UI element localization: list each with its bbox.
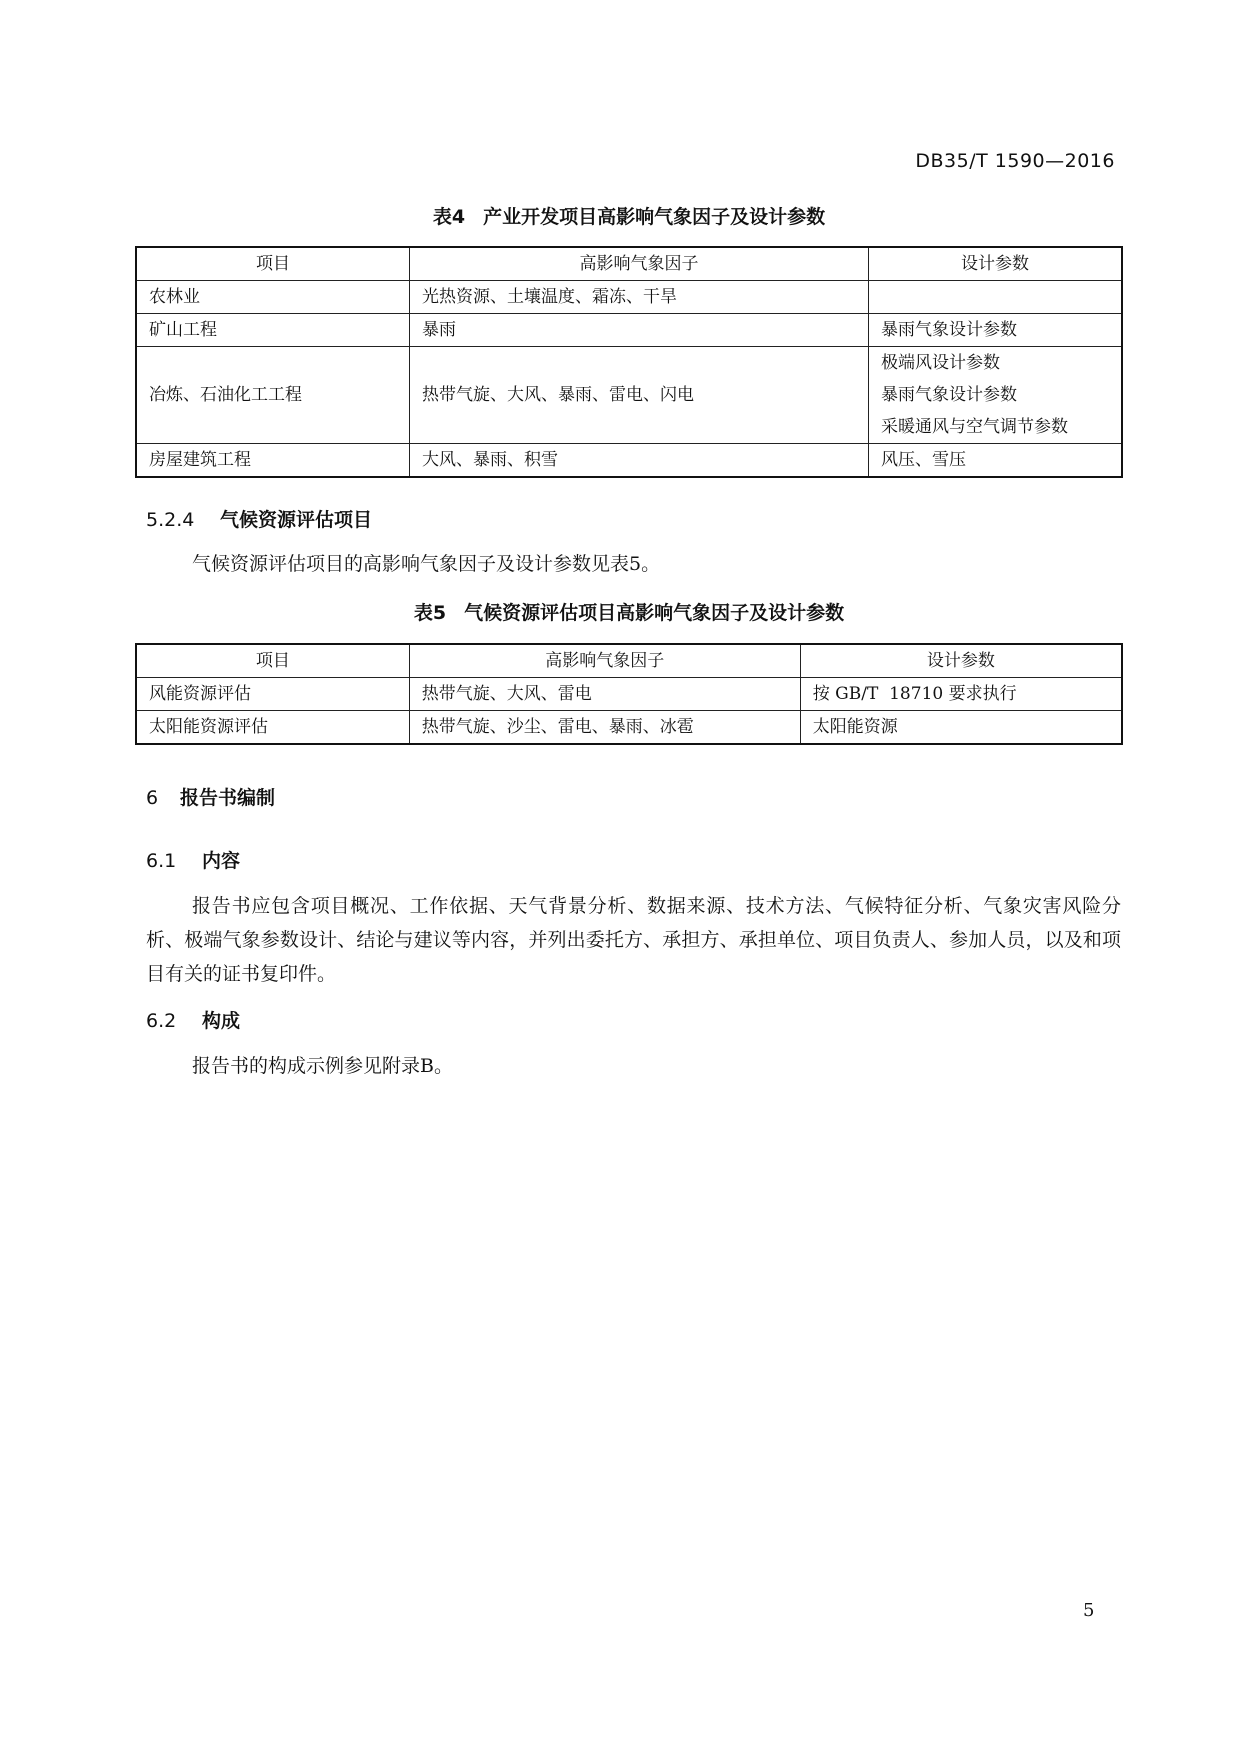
table-cell-factors: 热带气旋、大风、雷电 (409, 678, 800, 711)
table-cell-params: 太阳能资源 (800, 711, 1122, 745)
param-line: 暴雨气象设计参数 (880, 385, 1017, 405)
table4-caption-text: 产业开发项目高影响气象因子及设计参数 (483, 206, 826, 228)
table-cell-item: 矿山工程 (136, 314, 409, 347)
table-header-row (136, 644, 1122, 678)
section-title: 内容 (202, 850, 241, 872)
table4 (135, 246, 1123, 478)
table5-caption-text: 气候资源评估项目高影响气象因子及设计参数 (464, 602, 845, 624)
table-cell-factors: 暴雨 (409, 314, 868, 347)
table-cell-params (868, 281, 1122, 314)
table-cell-factors: 热带气旋、大风、暴雨、雷电、闪电 (409, 347, 868, 444)
table5 (135, 643, 1123, 745)
table-cell-item: 房屋建筑工程 (136, 444, 409, 478)
table-header-cell: 高影响气象因子 (409, 247, 868, 281)
section-title: 构成 (202, 1010, 241, 1032)
section-title: 报告书编制 (180, 787, 276, 809)
section-number: 6 (146, 787, 159, 809)
table-header-row (136, 247, 1122, 281)
table-row (136, 711, 1122, 745)
table-cell-item: 冶炼、石油化工工程 (136, 347, 409, 444)
section-heading-6 (146, 783, 275, 810)
section-heading-5-2-4 (146, 505, 372, 532)
section-number: 6.2 (146, 1010, 177, 1032)
table-cell-item: 太阳能资源评估 (136, 711, 409, 745)
section-heading-6-1 (146, 846, 240, 873)
section-number: 6.1 (146, 850, 177, 872)
table-cell-params: 风压、雪压 (868, 444, 1122, 478)
table5-caption (135, 598, 1123, 625)
table-cell-params (868, 347, 1122, 444)
section-heading-6-2 (146, 1006, 240, 1033)
paragraph-6-1: 报告书应包含项目概况、工作依据、天气背景分析、数据来源、技术方法、气候特征分析、气象灾害风险分析、极端气象参数设计、结论与建议等内容，并列出委托方、承担方、承担单位、项目负责人、参加人员，以及和项目有关的证书复印件。 (146, 895, 1121, 985)
table-cell-item: 农林业 (136, 281, 409, 314)
table-cell-params: 暴雨气象设计参数 (868, 314, 1122, 347)
table5-caption-label: 表5 (413, 602, 447, 624)
paragraph-6-2: 报告书的构成示例参见附录B。 (192, 1055, 453, 1077)
table-header-cell: 项目 (136, 247, 409, 281)
section-number: 5.2.4 (146, 509, 195, 531)
table-cell-params: 按 GB/T 18710 要求执行 (800, 678, 1122, 711)
param-line: 采暖通风与空气调节参数 (880, 417, 1068, 437)
table-header-cell: 高影响气象因子 (409, 644, 800, 678)
paragraph-5-2-4: 气候资源评估项目的高影响气象因子及设计参数见表5。 (192, 553, 661, 575)
table4-caption (135, 202, 1123, 229)
table-row (136, 678, 1122, 711)
document-code: DB35/T 1590—2016 (915, 150, 1115, 172)
page-number: 5 (1083, 1600, 1095, 1621)
table-row (136, 281, 1122, 314)
table-header-cell: 设计参数 (868, 247, 1122, 281)
table-cell-item: 风能资源评估 (136, 678, 409, 711)
table-cell-factors: 大风、暴雨、积雪 (409, 444, 868, 478)
table-row (136, 314, 1122, 347)
table-cell-factors: 热带气旋、沙尘、雷电、暴雨、冰雹 (409, 711, 800, 745)
table-row (136, 347, 1122, 444)
table-row (136, 444, 1122, 478)
table-header-cell: 项目 (136, 644, 409, 678)
table-cell-factors: 光热资源、土壤温度、霜冻、干旱 (409, 281, 868, 314)
param-line: 极端风设计参数 (880, 353, 1000, 373)
table4-caption-label: 表4 (432, 206, 466, 228)
table-header-cell: 设计参数 (800, 644, 1122, 678)
section-title: 气候资源评估项目 (220, 509, 373, 531)
